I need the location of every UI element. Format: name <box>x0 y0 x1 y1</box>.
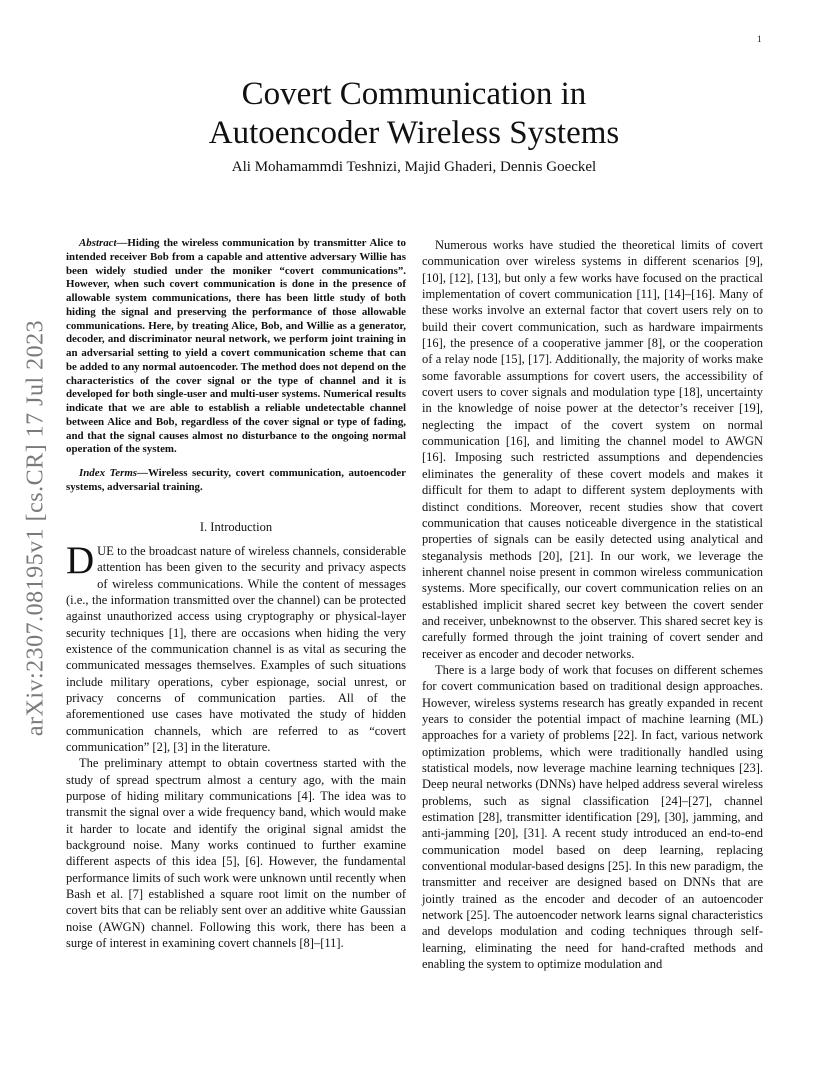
title-line-2: Autoencoder Wireless Systems <box>208 115 620 151</box>
authors: Ali Mohamammdi Teshnizi, Majid Ghaderi, Dennis Goeckel <box>231 159 597 175</box>
right-column <box>422 237 763 972</box>
page-number: 1 <box>757 34 762 44</box>
intro-paragraph-2: The preliminary attempt to obtain covertness started with the study of spread spectrum almost a century ago, with the main purpose of hiding military communications [4]. The idea was to transmit the signal over a wide frequency band, which would make it harder to locate and identify the original signal amidst the background noise. Many works continued to further examine different aspects of this idea [5], [6]. However, the fundamental performance limits of such work were unknown until recently when Bash et al. [7] established a square root limit on the number of covert bits that can be reliably sent over an additive white Gaussian noise (AWGN) channel. Following this work, there has been a surge of interest in examining covert channels [8]–[11]. <box>66 756 406 951</box>
arxiv-identifier: arXiv:2307.08195v1 [cs.CR] 17 Jul 2023 <box>22 319 49 737</box>
right-paragraph-1: Numerous works have studied the theoretical limits of covert communication over wireless systems in different scenarios [9], [10], [12], [13], but only a few works have focused on the practical implementation of covert communication [11], [14]–[16]. Many of these works involve an external factor that covert users rely on to build their covert communication, such as hardware impairments [16], the presence of a cooperative jammer [8], or the cooperation of a relay node [15], [17]. Additionally, the majority of works make some favorable assumptions for covert users, the accessibility of covert users to cover signals and modulation type [18], uncertainty in the knowledge of noise power at the detector’s receiver [19], neglecting the impact of the covert system on normal communication [16], and limiting the channel model to AWGN [16]. Imposing such restricted assumptions and dependencies eliminates the generality of these covert models and makes it difficult for them to adapt to different system deployments with distinct conditions. Moreover, recent studies show that covert communication that causes noticeable divergence in the statistical properties of signals can be easily detected using analytical and steganalysis methods [20], [21]. In our work, we leverage the inherent channel noise present in common wireless communication systems. More specifically, our covert communication relies on an established implicit shared secret key between the covert sender and receiver, unbeknownst to the observer. This shared secret key is carefully formed through the joint training of covert sender and receiver as encoder and decoder networks. <box>422 238 763 661</box>
left-column <box>66 237 406 951</box>
section-heading: I. Introduction <box>199 519 273 534</box>
intro-paragraph-1 <box>66 538 406 755</box>
abstract <box>66 237 406 457</box>
index-terms-label: Index Terms <box>79 467 138 479</box>
index-terms-body: —Wireless security, covert communication, autoencoder systems, adversarial training. <box>66 467 407 493</box>
abstract-label: Abstract <box>79 237 117 249</box>
drop-cap: D <box>66 538 95 582</box>
abstract-body: —Hiding the wireless communication by transmitter Alice to intended receiver Bob from a capable and attentive adversary Willie has been widely studied under the moniker “covert communications”. However, when such covert communication is done in the presence of allowable system communications, there has been little study of both hiding the signal and preserving the performance of those allowable communications. Here, by treating Alice, Bob, and Willie as a generator, decoder, and discriminator neural network, we perform joint training in an adversarial setting to yield a covert communication scheme that can be added to any normal autoencoder. The method does not depend on the characteristics of the cover signal or the type of channel and it is developed for both single-user and multi-user systems. Numerical results indicate that we are able to establish a reliable undetectable channel between Alice and Bob, regardless of the cover signal or type of fading, and that the signal causes almost no disturbance to the ongoing normal operation of the system. <box>66 237 406 456</box>
right-paragraph-2: There is a large body of work that focuses on different schemes for covert communication based on traditional design approaches. However, wireless systems research has greatly expanded in recent years to consider the potential impact of machine learning (ML) approaches for a variety of problems [22]. In fact, various network optimization problems, which were traditionally handled using statistical models, now leverage machine learning techniques [23]. Deep neural networks (DNNs) have helped address several wireless problems, such as signal classification [24]–[27], channel estimation [28], transmitter identification [29], [30], jamming, and anti-jamming [20], [31]. A recent study introduced an end-to-end communication model based on deep learning, replacing conventional modular-based designs [25]. In this new paradigm, the transmitter and receiver are designed based on DNNs that are jointly trained as the encoder and decoder of an autoencoder network [25]. The autoencoder network learns signal characteristics and develops modulation and coding techniques through self-learning, eliminating the need for hand-crafted methods and enabling the system to optimize modulation and <box>422 662 763 972</box>
title-line-1: Covert Communication in <box>241 76 587 112</box>
intro-paragraph-1-text: UE to the broadcast nature of wireless channels, considerable attention has been given to the security and privacy aspects of wireless communications. While the content of messages (i.e., the information transmitted over the channel) can be protected against unauthorized access using cryptography or physical-layer security techniques [1], there are occasions when hiding the very existence of the communication channel is as vital as securing the communicated messages themselves. Examples of such situations include military operations, cyber espionage, social unrest, or privacy concerns of communication parties. All of the aforementioned use cases have motivated the study of hidden communication channels, which are referred to as “covert communication” [2], [3] in the literature. <box>66 543 406 754</box>
index-terms <box>66 467 406 495</box>
paper-title <box>0 75 828 153</box>
